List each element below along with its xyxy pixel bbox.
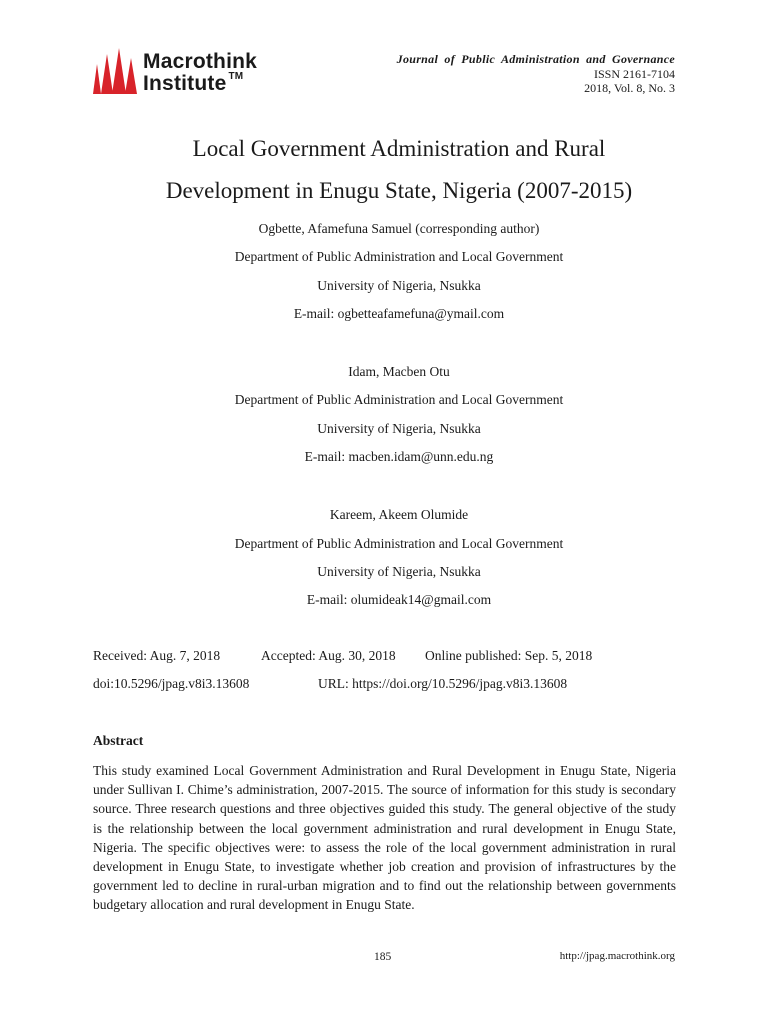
author-name: Idam, Macben Otu bbox=[348, 364, 450, 380]
author-block bbox=[80, 219, 718, 332]
published-date: Online published: Sep. 5, 2018 bbox=[425, 648, 593, 663]
author-department: Department of Public Administration and Local Government bbox=[234, 535, 564, 551]
title-line: Development in Enugu State, Nigeria (2007-2015) bbox=[165, 178, 633, 203]
trademark-mark: TM bbox=[228, 71, 244, 82]
doi-url[interactable]: URL: https://doi.org/10.5296/jpag.v8i3.13608 bbox=[318, 676, 568, 691]
journal-name: Journal of Public Administration and Governance bbox=[396, 52, 675, 66]
publisher-logo bbox=[93, 46, 293, 96]
accepted-date: Accepted: Aug. 30, 2018 bbox=[261, 648, 396, 663]
paper-title bbox=[80, 128, 718, 212]
author-email[interactable]: E-mail: olumideak14@gmail.com bbox=[306, 592, 492, 608]
author-list bbox=[80, 219, 718, 619]
dates-row bbox=[93, 647, 592, 675]
journal-volume: 2018, Vol. 8, No. 3 bbox=[584, 81, 675, 95]
author-university: University of Nigeria, Nsukka bbox=[317, 277, 481, 293]
author-department: Department of Public Administration and Local Government bbox=[234, 392, 564, 408]
logo-text-line2: Institute ™ bbox=[143, 71, 244, 95]
title-line: Local Government Administration and Rural bbox=[192, 136, 606, 161]
received-date: Received: Aug. 7, 2018 bbox=[93, 648, 221, 663]
author-block bbox=[80, 505, 718, 618]
journal-info bbox=[397, 52, 675, 96]
publication-meta bbox=[93, 647, 592, 703]
author-department: Department of Public Administration and Local Government bbox=[234, 249, 564, 265]
doi-text[interactable]: doi:10.5296/jpag.v8i3.13608 bbox=[93, 676, 250, 691]
author-university: University of Nigeria, Nsukka bbox=[317, 563, 481, 579]
author-name: Kareem, Akeem Olumide bbox=[329, 507, 469, 523]
abstract-heading: Abstract bbox=[93, 733, 144, 748]
page-number: 185 bbox=[374, 951, 392, 963]
author-name: Ogbette, Afamefuna Samuel (corresponding author) bbox=[258, 221, 540, 236]
footer-url[interactable]: http://jpag.macrothink.org bbox=[559, 950, 675, 962]
logo-text-line1: Macrothink bbox=[143, 50, 258, 73]
author-email[interactable]: E-mail: macben.idam@unn.edu.ng bbox=[304, 449, 494, 465]
macrothink-logo-icon bbox=[93, 46, 139, 94]
journal-issn: ISSN 2161-7104 bbox=[593, 66, 675, 81]
abstract-body: This study examined Local Government Administration and Rural Development in Enugu State, Nigeria under Sullivan I. Chime’s administration, 2007-2015. The source of information for this study is secondary source. Three research questions and three objectives guided this study. The general objective of the study is the relationship between the local government administration and rural development in Enugu State, Nigeria. The specific objectives were: to assess the role of the local government administration in rural development in Enugu State, to investigate whether job creation and provision of infrastructures by the government led to decline in rural-urban migration and to find out the relationship between governments budgetary allocation and rural development in Enugu State. bbox=[93, 763, 676, 913]
author-email[interactable]: E-mail: ogbetteafamefuna@ymail.com bbox=[293, 305, 505, 321]
author-university: University of Nigeria, Nsukka bbox=[317, 420, 481, 436]
author-block bbox=[80, 362, 718, 475]
doi-row bbox=[93, 675, 592, 703]
